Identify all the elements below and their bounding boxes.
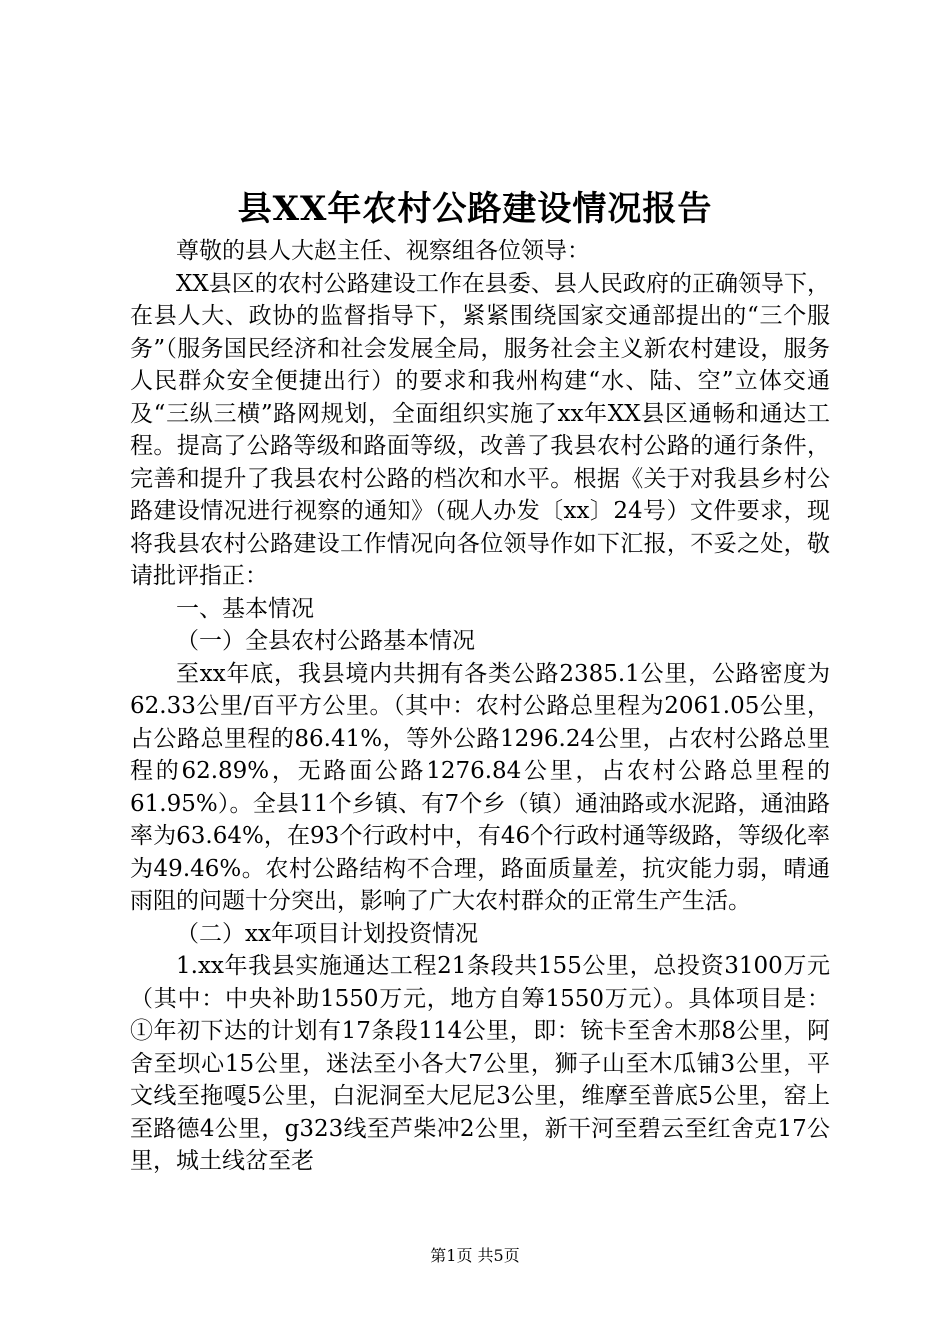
salutation: 尊敬的县人大赵主任、视察组各位领导： xyxy=(176,238,590,264)
subsection-heading-rural-roads: （一）全县农村公路基本情况 xyxy=(176,628,475,654)
investment-paragraph: 1.xx年我县实施通达工程21条段共155公里，总投资3100万元（其中：中央补助1550万元，地方自筹1550万元）。具体项目是：①年初下达的计划有17条段114公里，即：铳卡至舍木那8公里，阿舍至坝心15公里，迷法至小各大7公里，狮子山至木瓜铺3公里，平文线至拖嘎5公里，白泥洞至大尼尼3公里，维摩至普底5公里，窑上至路德4公里，g323线至芦柴冲2公里，新干河至碧云至红舍克17公里，城土线岔至老 xyxy=(130,953,830,1174)
road-statistics-paragraph: 至xx年底，我县境内共拥有各类公路2385.1公里，公路密度为62.33公里/百平方公里。（其中：农村公路总里程为2061.05公里，占公路总里程的86.41%，等外公路1296.24公里，占农村公路总里程的62.89%，无路面公路1276.84公里，占农村公路总里程的61.95%）。全县11个乡镇、有7个乡（镇）通油路或水泥路，通油路率为63.64%，在93个行政村中，有46个行政村通等级路，等级化率为49.46%。农村公路结构不合理，路面质量差，抗灾能力弱，晴通雨阻的问题十分突出，影响了广大农村群众的正常生产生活。 xyxy=(130,660,830,914)
subsection-heading-investment: （二）xx年项目计划投资情况 xyxy=(176,920,478,947)
document-title: 县XX年农村公路建设情况报告 xyxy=(237,189,713,229)
page-footer: 第1页 共5页 xyxy=(430,1246,520,1265)
section-heading-basic-situation: 一、基本情况 xyxy=(176,595,314,622)
document-body xyxy=(130,235,830,1178)
intro-paragraph: XX县区的农村公路建设工作在县委、县人民政府的正确领导下，在县人大、政协的监督指导下，紧紧围绕国家交通部提出的“三个服务”（服务国民经济和社会发展全局，服务社会主义新农村建设，服务人民群众安全便捷出行）的要求和我州构建“水、陆、空”立体交通及“三纵三横”路网规划，全面组织实施了xx年XX县区通畅和通达工程。提高了公路等级和路面等级，改善了我县农村公路的通行条件，完善和提升了我县农村公路的档次和水平。根据《关于对我县乡村公路建设情况进行视察的通知》（砚人办发〔xx〕24号）文件要求，现将我县农村公路建设工作情况向各位领导作如下汇报，不妥之处，敬请批评指正： xyxy=(130,270,830,589)
